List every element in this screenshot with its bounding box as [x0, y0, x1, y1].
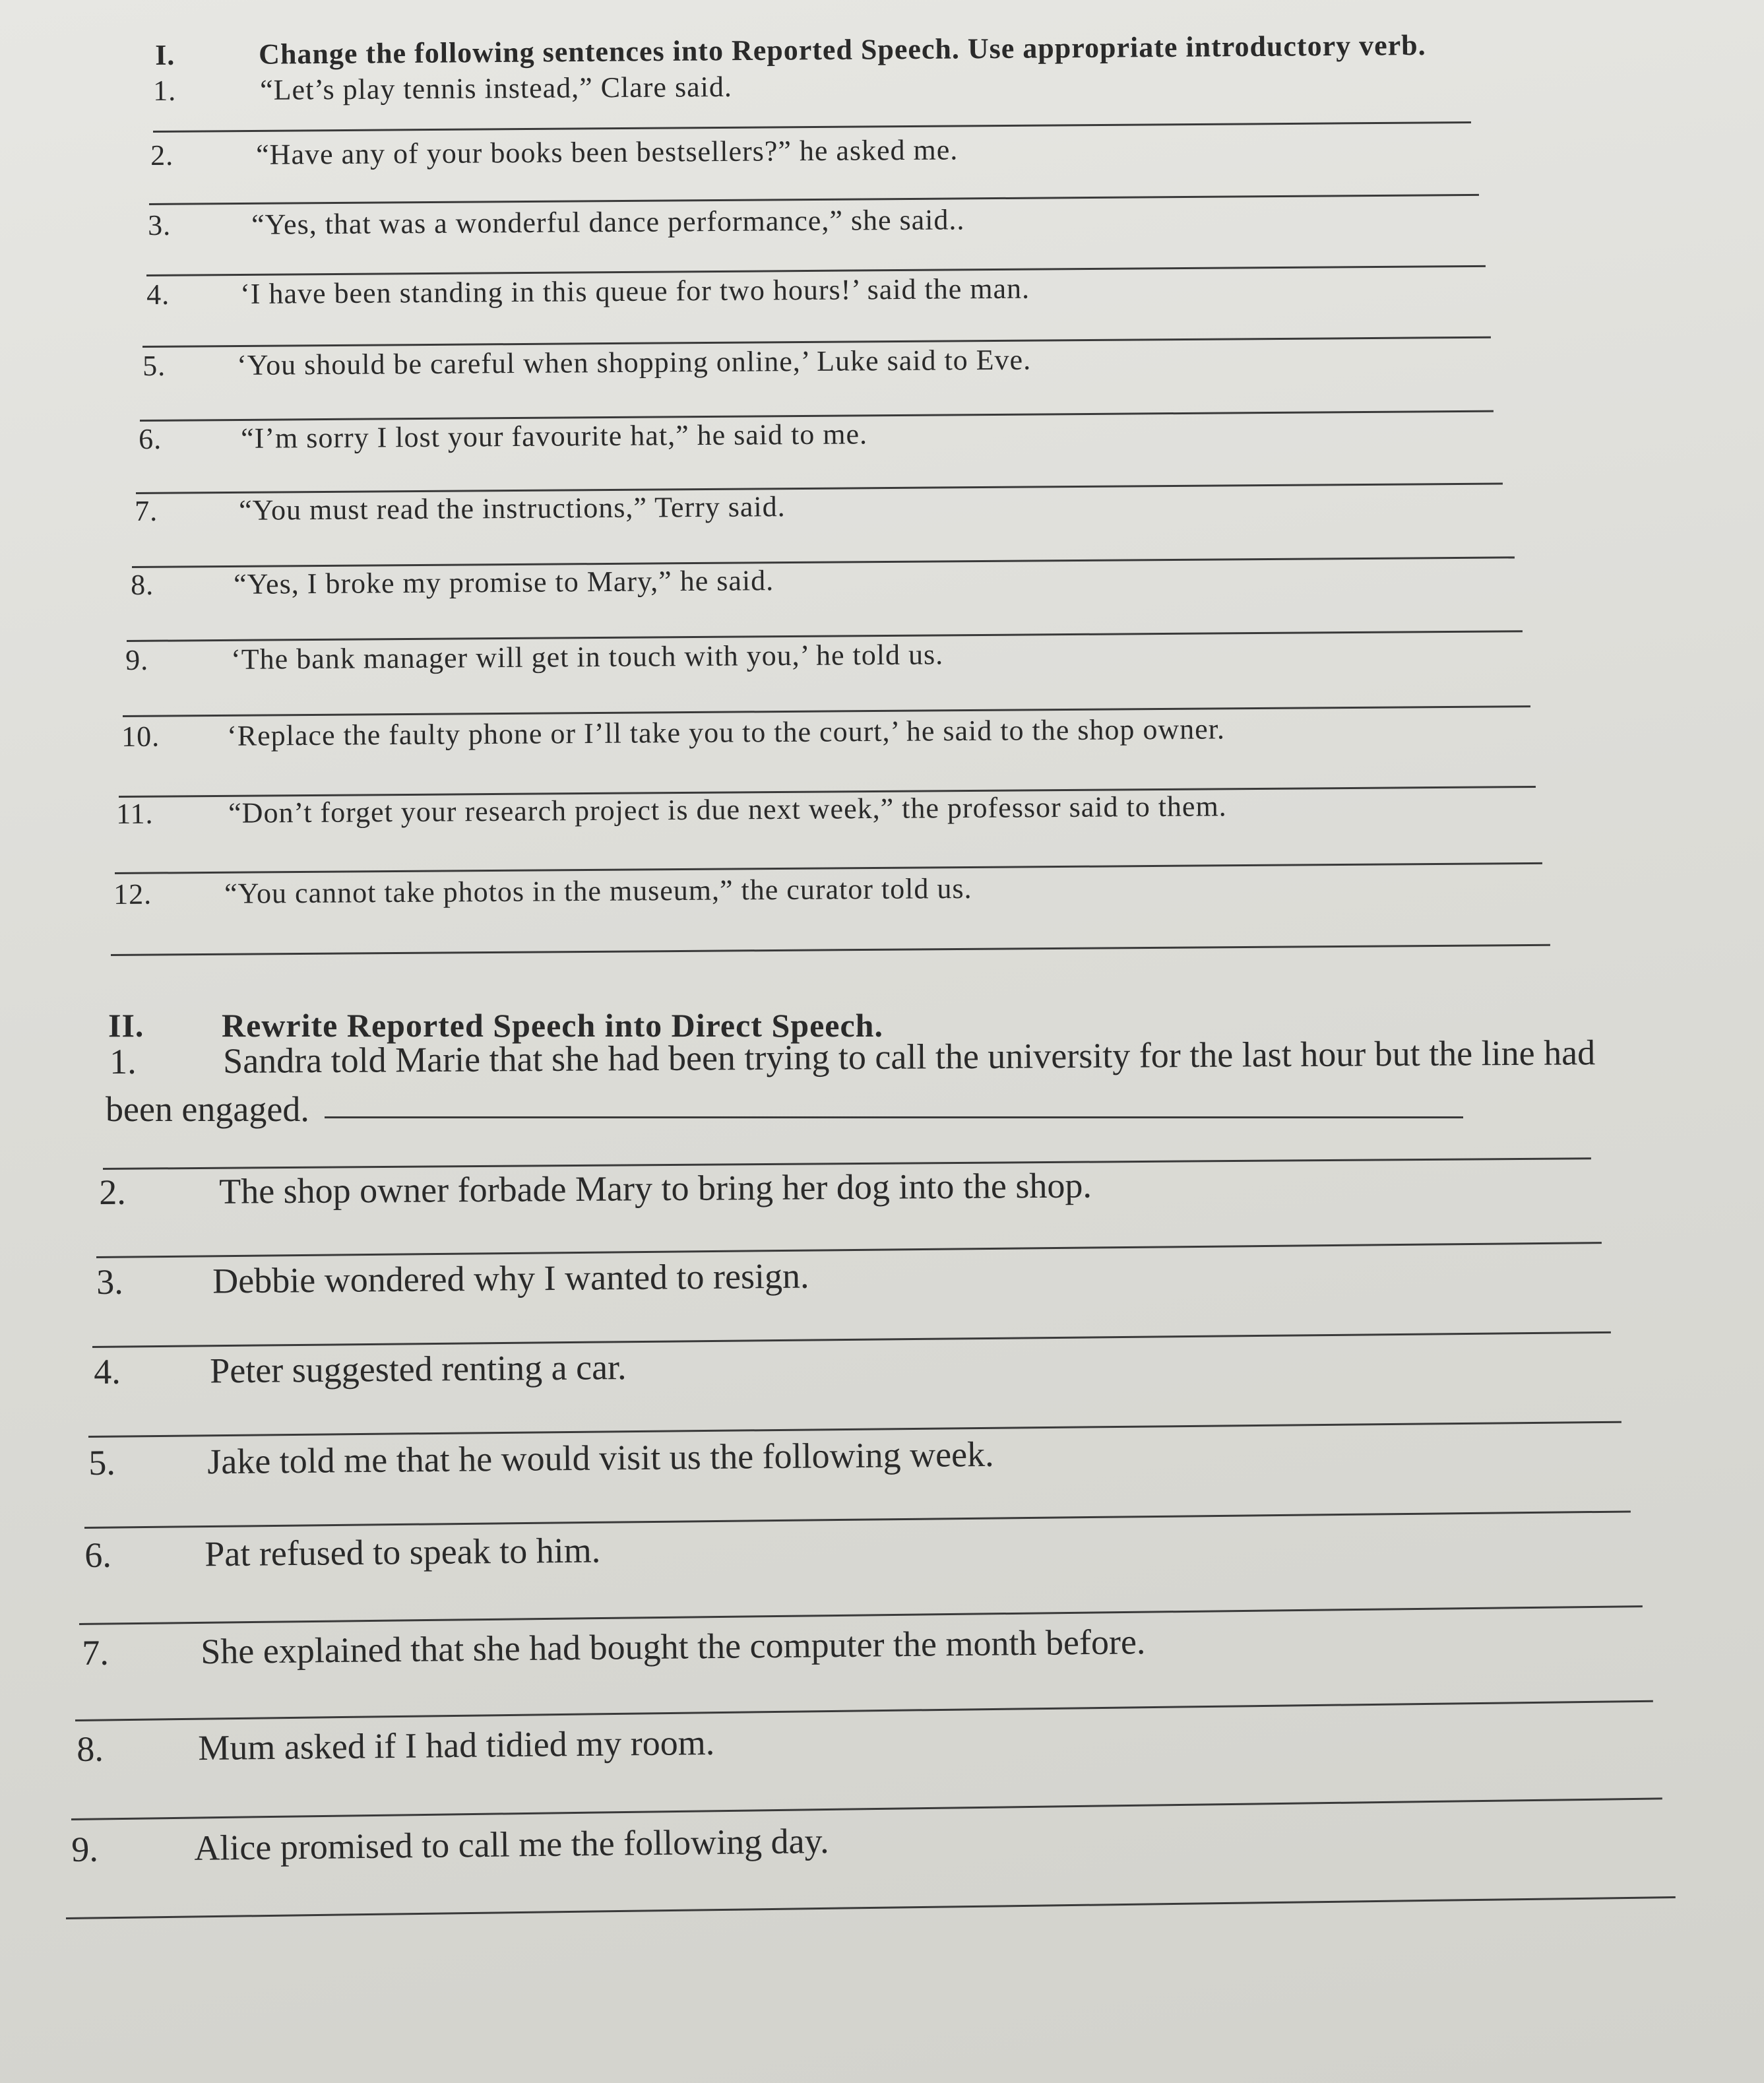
item-sentence: “I’m sorry I lost your favourite hat,” he said to me. [241, 418, 868, 455]
answer-line[interactable] [79, 1605, 1643, 1625]
item-number: 9. [125, 643, 149, 676]
answer-line[interactable] [84, 1510, 1631, 1529]
item-sentence: “Have any of your books been bestsellers?” he asked me. [256, 133, 959, 171]
item-number: 5. [142, 349, 166, 382]
section-2-roman: II. [108, 1007, 144, 1044]
item-number: 10. [121, 720, 160, 753]
item-sentence: ‘I have been standing in this queue for two hours!’ said the man. [240, 272, 1030, 311]
item-sentence: ‘You should be careful when shopping online,’ Luke said to Eve. [237, 343, 1032, 382]
item-number: 8. [131, 568, 154, 601]
item-sentence: She explained that she had bought the computer the month before. [201, 1622, 1146, 1672]
answer-line[interactable] [71, 1797, 1662, 1820]
item-number: 2. [99, 1172, 126, 1212]
section-1-roman: I. [155, 38, 175, 71]
item-sentence: “You must read the instructions,” Terry said. [239, 490, 786, 527]
answer-line[interactable] [325, 1116, 1463, 1118]
item-number: 1. [110, 1041, 137, 1081]
item-sentence: “Yes, I broke my promise to Mary,” he said. [234, 564, 774, 600]
item-sentence: Debbie wondered why I wanted to resign. [212, 1256, 809, 1301]
item-sentence-continuation: been engaged. [106, 1089, 309, 1129]
item-sentence: Sandra told Marie that she had been trying to call the university for the last hour but the line had [223, 1033, 1596, 1081]
item-sentence: ‘Replace the faulty phone or I’ll take you to the court,’ he said to the shop owner. [227, 713, 1226, 752]
answer-line[interactable] [75, 1700, 1653, 1721]
item-number: 5. [88, 1442, 116, 1483]
item-sentence: “Let’s play tennis instead,” Clare said. [260, 70, 733, 106]
section-2-instruction: Rewrite Reported Speech into Direct Speech. [222, 1007, 883, 1044]
item-number: 4. [94, 1351, 121, 1392]
item-sentence: Alice promised to call me the following day. [193, 1820, 829, 1868]
item-number: 3. [96, 1262, 124, 1302]
item-number: 3. [148, 208, 172, 241]
answer-line[interactable] [96, 1242, 1602, 1258]
item-number: 2. [150, 139, 174, 172]
item-number: 8. [77, 1729, 104, 1769]
item-sentence: Jake told me that he would visit us the following week. [207, 1434, 994, 1482]
answer-line[interactable] [66, 1896, 1676, 1919]
item-sentence: Pat refused to speak to him. [205, 1530, 601, 1574]
item-number: 6. [139, 422, 162, 455]
item-number: 12. [113, 878, 152, 911]
item-sentence: “Yes, that was a wonderful dance performance,” she said.. [251, 203, 965, 241]
section-1-instruction: Change the following sentences into Reported Speech. Use appropriate introductory verb. [259, 28, 1426, 71]
item-sentence: The shop owner forbade Mary to bring her dog into the shop. [219, 1165, 1092, 1211]
item-number: 9. [71, 1829, 99, 1869]
item-sentence: Mum asked if I had tidied my room. [198, 1722, 715, 1768]
answer-line[interactable] [92, 1331, 1611, 1348]
item-sentence: ‘The bank manager will get in touch with you,’ he told us. [231, 638, 944, 676]
answer-line[interactable] [111, 944, 1550, 956]
item-number: 11. [116, 797, 154, 830]
answer-line[interactable] [153, 121, 1471, 133]
item-number: 6. [84, 1535, 112, 1575]
item-sentence: “You cannot take photos in the museum,” the curator told us. [224, 872, 972, 910]
item-number: 4. [146, 278, 170, 311]
item-sentence: Peter suggested renting a car. [210, 1347, 627, 1391]
item-sentence: “Don’t forget your research project is due next week,” the professor said to them. [228, 790, 1227, 829]
item-number: 7. [82, 1632, 110, 1673]
item-number: 7. [135, 494, 158, 527]
item-number: 1. [153, 74, 177, 107]
